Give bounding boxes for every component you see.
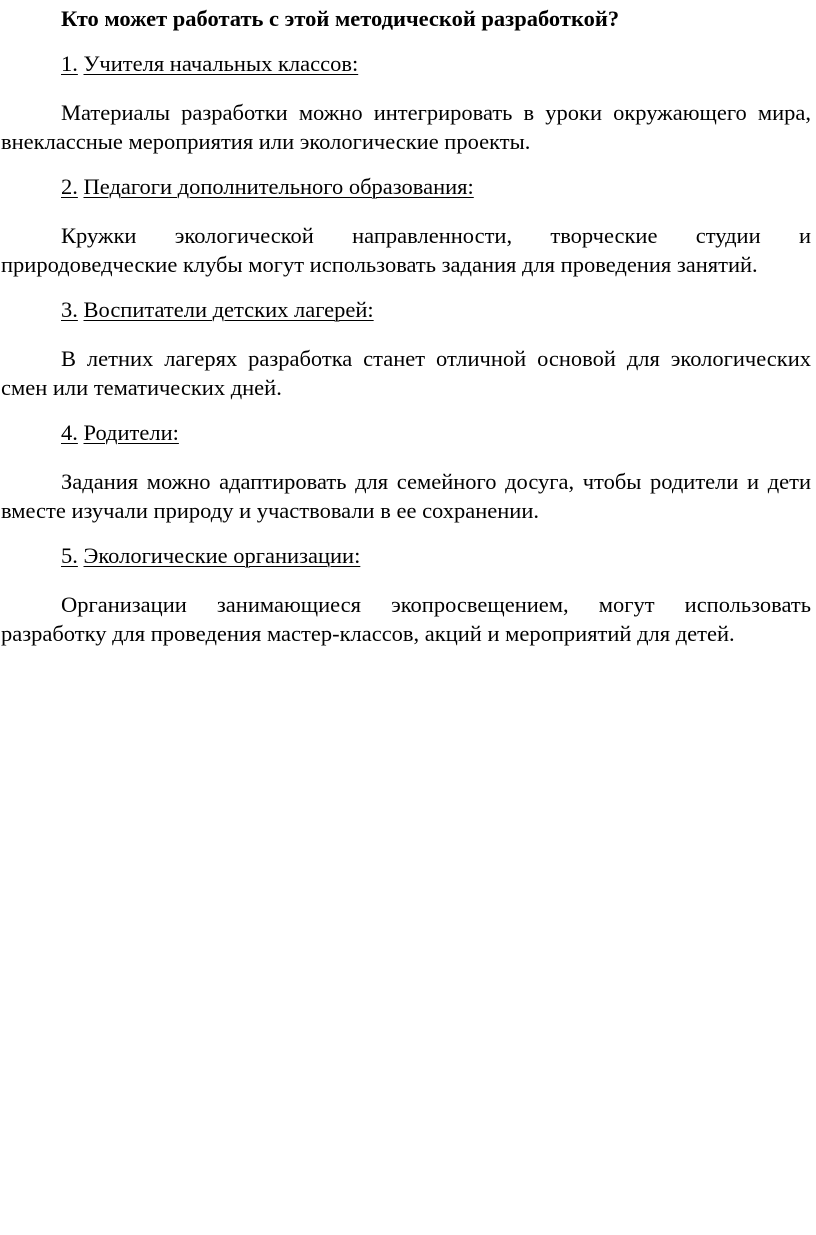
section-body: В летних лагерях разработка станет отличной основой для экологических смен или тематических дней. xyxy=(1,346,811,400)
section-heading xyxy=(1,418,811,447)
section-primary-teachers xyxy=(1,49,811,156)
section-eco-organizations xyxy=(1,541,811,648)
section-body: Материалы разработки можно интегрировать в уроки окружающего мира, внеклассные мероприятия или экологические проекты. xyxy=(1,100,811,154)
section-number: 5. xyxy=(61,543,78,568)
section-number: 1. xyxy=(61,51,78,76)
section-number: 4. xyxy=(61,420,78,445)
section-heading xyxy=(1,541,811,570)
section-heading-label: Родители: xyxy=(83,420,179,445)
section-number: 3. xyxy=(61,297,78,322)
section-camp-counselors xyxy=(1,295,811,402)
section-heading xyxy=(1,49,811,78)
page-title: Кто может работать с этой методической разработкой? xyxy=(61,6,620,31)
section-body: Организации занимающиеся экопросвещением, могут использовать разработку для проведения мастер-классов, акций и мероприятий для детей. xyxy=(1,592,811,646)
section-heading xyxy=(1,295,811,324)
section-number: 2. xyxy=(61,174,78,199)
document-content xyxy=(1,4,811,648)
section-parents xyxy=(1,418,811,525)
section-body: Кружки экологической направленности, творческие студии и природоведческие клубы могут использовать задания для проведения занятий. xyxy=(1,223,811,277)
section-additional-educators xyxy=(1,172,811,279)
section-body: Задания можно адаптировать для семейного досуга, чтобы родители и дети вместе изучали природу и участвовали в ее сохранении. xyxy=(1,469,811,523)
section-heading-label: Воспитатели детских лагерей: xyxy=(83,297,374,322)
section-heading-label: Учителя начальных классов: xyxy=(83,51,359,76)
section-heading-label: Педагоги дополнительного образования: xyxy=(83,174,474,199)
section-heading xyxy=(1,172,811,201)
section-heading-label: Экологические организации: xyxy=(83,543,361,568)
